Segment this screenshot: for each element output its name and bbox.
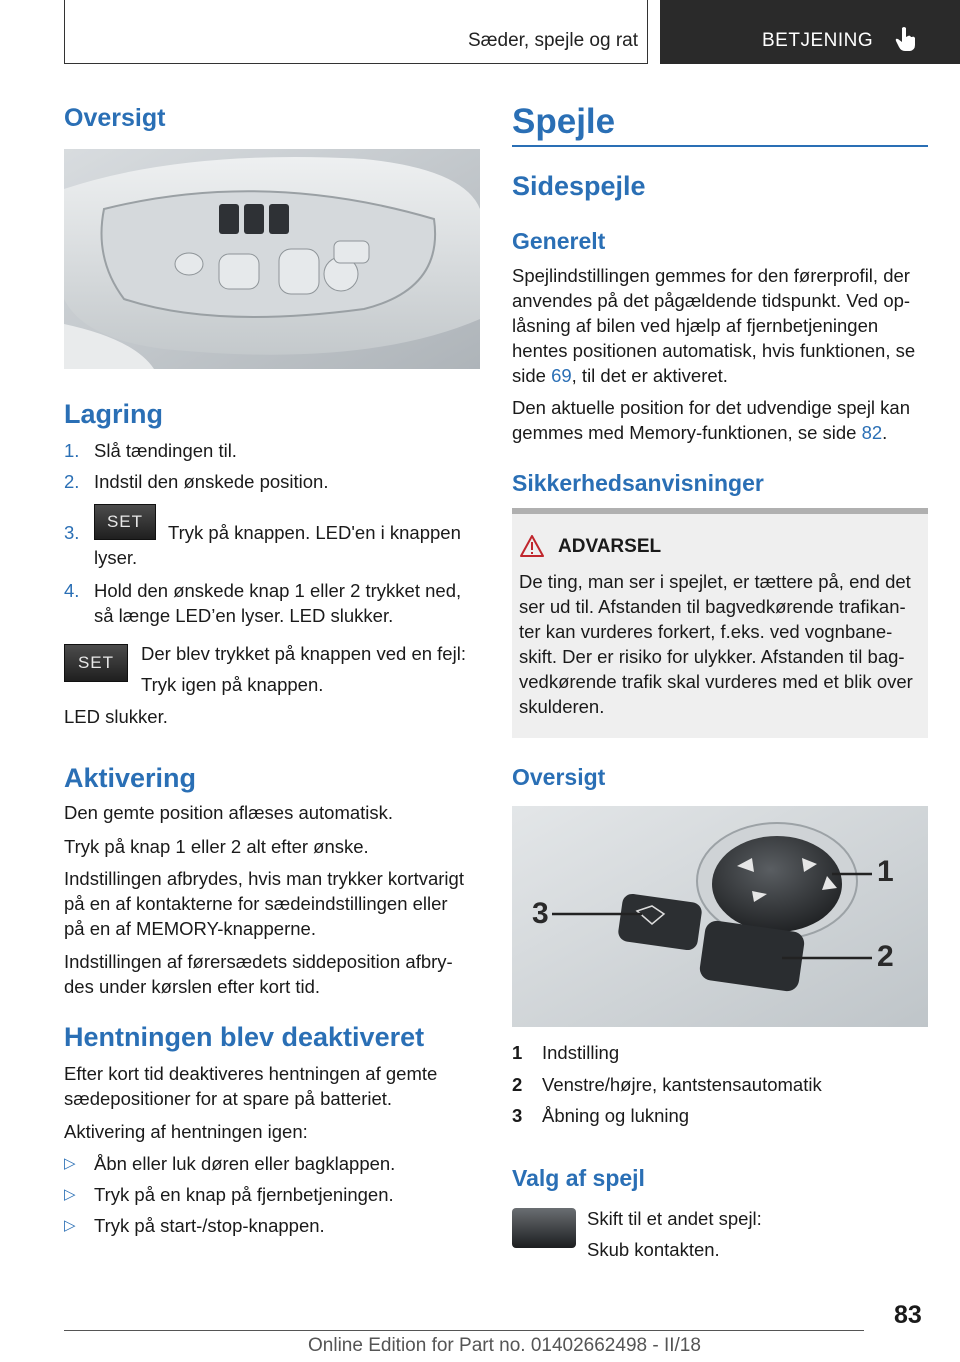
step3-text-line2: lyser. xyxy=(94,547,138,568)
deakt-p1-l1: Efter kort tid deaktiveres hentningen af gemte xyxy=(64,1063,438,1084)
generelt-l2: anvendes på det pågældende tidspunkt. Ved op- xyxy=(512,290,911,311)
aktivering-p1: Den gemte position aflæses automatisk. xyxy=(64,802,394,823)
aktivering-p3-l3: på en af MEMORY-knapperne. xyxy=(64,918,316,939)
warning-line: skulderen. xyxy=(519,696,605,717)
sikkerhed-heading: Sikkerhedsanvisninger xyxy=(512,470,764,496)
page-link[interactable]: 82 xyxy=(861,422,883,443)
deakt-heading: Hentningen blev deaktiveret xyxy=(64,1022,425,1052)
hand-pointer-icon xyxy=(895,26,917,57)
mirror-controls-image xyxy=(512,806,928,1027)
valg-l1: Skift til et andet spejl: xyxy=(587,1208,762,1229)
generelt2-l1: Den aktuelle position for det udvendige spejl kan xyxy=(512,397,911,418)
set-button-icon: SET xyxy=(64,644,128,682)
warning-line: vedkørende trafik skal vurderes med et blik over xyxy=(519,671,913,692)
sidespejle-heading: Sidespejle xyxy=(512,171,646,201)
generelt-l5: side 69, til det er aktiveret. xyxy=(512,365,728,386)
generelt-l4: hentes positionen automatisk, hvis funktionen, se xyxy=(512,340,916,361)
page-number: 83 xyxy=(894,1301,922,1329)
generelt-heading: Generelt xyxy=(512,228,606,254)
error-line1: Der blev trykket på knappen ved en fejl: xyxy=(141,643,466,664)
aktivering-p3-l1: Indstillingen afbrydes, hvis man trykker kortvarigt xyxy=(64,868,464,889)
valg-heading: Valg af spejl xyxy=(512,1165,645,1191)
error-line2: Tryk igen på knappen. xyxy=(141,674,324,695)
aktivering-p3-l2: på en af kontakterne for sædeindstillingen eller xyxy=(64,893,448,914)
warning-triangle-icon xyxy=(520,535,544,562)
heading-rule xyxy=(512,145,928,147)
spejle-heading: Spejle xyxy=(512,102,616,141)
valg-l2: Skub kontakten. xyxy=(587,1239,720,1260)
bullet-icon: ▷ xyxy=(64,1186,76,1203)
aktivering-p2: Tryk på knap 1 eller 2 alt efter ønske. xyxy=(64,836,369,857)
warning-line: De ting, man ser i spejlet, er tættere på, end det xyxy=(519,571,911,592)
step4-text-line2: så længe LED’en lyser. LED slukker. xyxy=(94,605,394,626)
generelt-l1: Spejlindstillingen gemmes for den førerprofil, der xyxy=(512,265,910,286)
set-button-icon: SET xyxy=(94,504,156,540)
header-chapter-label: BETJENING xyxy=(762,30,874,51)
aktivering-p4-l2: des under kørslen efter kort tid. xyxy=(64,976,321,997)
deakt-p2: Aktivering af hentningen igen: xyxy=(64,1121,308,1142)
deakt-p1-l2: sædepositioner for at spare på batteriet. xyxy=(64,1088,393,1109)
warning-line: ter kan vurderes forkert, f.eks. ved vognbane- xyxy=(519,621,893,642)
page-link[interactable]: 69 xyxy=(551,365,572,386)
aktivering-heading: Aktivering xyxy=(64,763,197,793)
step3-text-line1: Tryk på knappen. LED'en i knappen xyxy=(168,522,461,543)
lagring-heading: Lagring xyxy=(64,399,163,429)
led-off-text: LED slukker. xyxy=(64,706,168,727)
warning-label: ADVARSEL xyxy=(558,536,662,557)
generelt-l3: låsning af bilen ved hjælp af fjernbetjeningen xyxy=(512,315,879,336)
bullet-icon: ▷ xyxy=(64,1155,76,1172)
callout-3: 3 xyxy=(532,897,549,930)
oversigt-heading: Oversigt xyxy=(64,104,166,132)
callout-1: 1 xyxy=(877,855,894,888)
footer-rule xyxy=(64,1330,864,1331)
callout-2: 2 xyxy=(877,940,894,973)
footer-edition: Online Edition for Part no. 01402662498 - II/18 xyxy=(308,1335,701,1356)
warning-line: skift. Der er risiko for ulykker. Afstanden til bag- xyxy=(519,646,905,667)
header-section-title: Sæder, spejle og rat xyxy=(467,30,638,51)
aktivering-p4-l1: Indstillingen af førersædets siddeposition afbry- xyxy=(64,951,453,972)
list-item: 3. xyxy=(64,522,80,543)
bullet-icon: ▷ xyxy=(64,1217,76,1234)
header-chapter-tab[interactable] xyxy=(660,0,960,64)
seat-controls-image xyxy=(64,149,480,369)
mirror-switch-icon xyxy=(512,1208,576,1248)
oversigt-right-heading: Oversigt xyxy=(512,764,606,790)
warning-line: ser ud til. Afstanden til bagvedkørende trafikan- xyxy=(519,596,906,617)
generelt2-l2: gemmes med Memory-funktionen, se side 82. xyxy=(512,422,888,443)
